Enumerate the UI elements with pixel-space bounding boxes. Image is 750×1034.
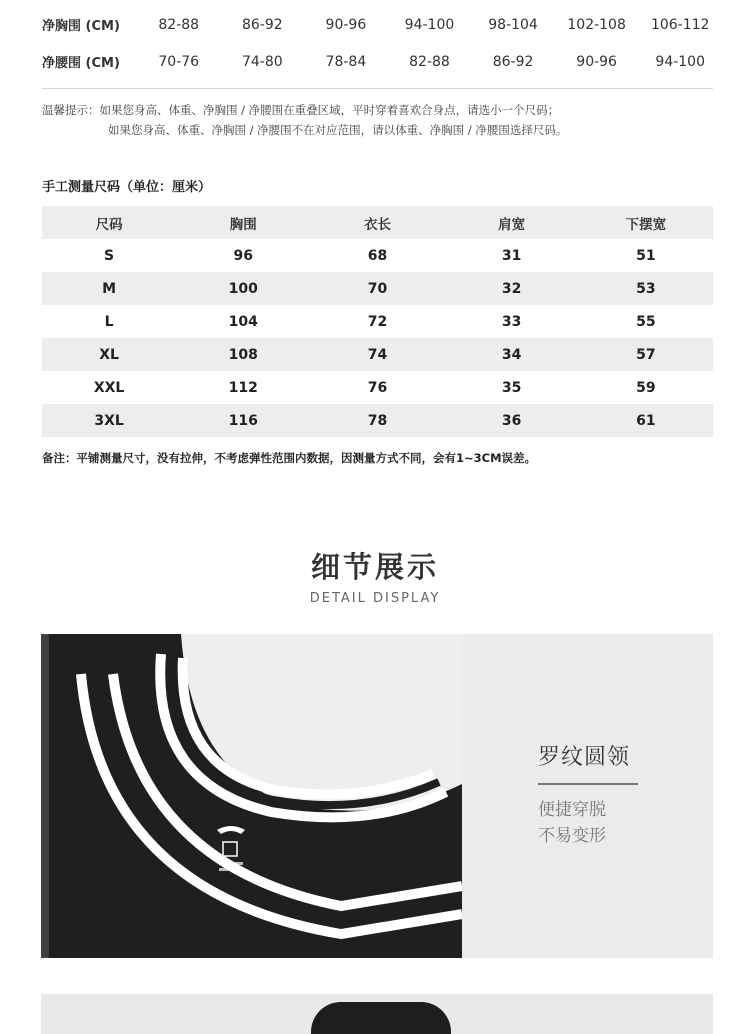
- feature-divider: [538, 783, 638, 785]
- waist-value: 86-92: [492, 53, 534, 70]
- cell-chest: 104: [228, 313, 258, 330]
- size-tips: [42, 100, 567, 140]
- waist-row: [42, 43, 722, 80]
- waist-value: 90-96: [576, 53, 617, 70]
- collar-photo: [41, 634, 462, 958]
- feature-title: 罗纹圆领: [538, 745, 631, 770]
- header-hem: 下摆宽: [625, 216, 667, 233]
- cell-size: M: [102, 280, 117, 297]
- cell-shoulder: 35: [501, 379, 522, 396]
- header-length: 衣长: [363, 216, 391, 233]
- table-row: [42, 305, 713, 338]
- divider: [42, 88, 713, 89]
- cell-size: XXL: [93, 379, 125, 396]
- cell-length: 78: [367, 412, 388, 429]
- tip-line-1: 温馨提示：如果您身高、体重、净胸围 / 净腰围在重叠区域，平时穿着喜欢合身点，请选小一个尺码；: [42, 103, 560, 117]
- waist-value: 74-80: [241, 53, 283, 70]
- chest-value: 106-112: [650, 16, 710, 33]
- chest-row: [42, 6, 722, 43]
- chest-value: 98-104: [488, 16, 538, 33]
- cell-size: XL: [99, 346, 119, 363]
- waist-label: 净腰围 (CM): [42, 56, 120, 71]
- measure-title: 手工测量尺码（单位：厘米）: [42, 180, 212, 195]
- waist-value: 70-76: [158, 53, 200, 70]
- cell-length: 76: [367, 379, 388, 396]
- detail-title: 细节展示: [310, 550, 439, 584]
- cell-length: 74: [367, 346, 388, 363]
- cell-shoulder: 36: [501, 412, 522, 429]
- cell-shoulder: 32: [501, 280, 522, 297]
- feature-description: [538, 797, 698, 849]
- cell-hem: 59: [636, 379, 656, 396]
- table-row: [42, 404, 713, 437]
- cell-size: S: [104, 247, 115, 264]
- cell-chest: 116: [228, 412, 258, 429]
- chest-label: 净胸围 (CM): [42, 19, 120, 34]
- chest-value: 90-96: [325, 16, 367, 33]
- cell-shoulder: 34: [501, 346, 522, 363]
- feature-desc-line: 便捷穿脱: [538, 800, 606, 820]
- cell-chest: 108: [228, 346, 258, 363]
- cell-chest: 100: [228, 280, 258, 297]
- table-row: [42, 239, 713, 272]
- header-shoulder: 肩宽: [498, 216, 526, 233]
- cell-chest: 112: [228, 379, 258, 396]
- cell-chest: 96: [233, 247, 254, 264]
- cell-length: 68: [367, 247, 388, 264]
- cell-length: 70: [367, 280, 388, 297]
- cell-hem: 61: [636, 412, 656, 429]
- detail-subtitle: DETAIL DISPLAY: [309, 591, 441, 606]
- table-header-row: [42, 206, 713, 239]
- header-size: 尺码: [95, 216, 123, 233]
- chest-value: 94-100: [404, 16, 455, 33]
- waist-value: 82-88: [409, 53, 450, 70]
- feature-desc-line: 不易变形: [538, 826, 606, 846]
- detail-feature-panel: [41, 634, 713, 958]
- jersey-collar-illustration: [41, 634, 462, 958]
- table-row: [42, 272, 713, 305]
- waist-value: 78-84: [325, 53, 367, 70]
- chest-value: 102-108: [567, 16, 626, 33]
- tip-line-2: 如果您身高、体重、净胸围 / 净腰围不在对应范围，请以体重、净胸围 / 净腰围选择尺码。: [108, 123, 568, 137]
- waist-value: 94-100: [655, 53, 705, 70]
- feature-caption: [538, 740, 698, 849]
- cell-hem: 53: [636, 280, 656, 297]
- next-jersey-photo: [311, 1002, 451, 1034]
- cell-shoulder: 33: [501, 313, 522, 330]
- next-detail-panel: [41, 994, 713, 1034]
- header-chest: 胸围: [229, 216, 257, 233]
- cell-hem: 51: [636, 247, 656, 264]
- measure-table: [42, 206, 713, 437]
- cell-shoulder: 31: [501, 247, 522, 264]
- cell-length: 72: [367, 313, 388, 330]
- table-row: [42, 338, 713, 371]
- cell-size: 3XL: [94, 412, 124, 429]
- cell-hem: 55: [636, 313, 656, 330]
- chest-value: 82-88: [158, 16, 200, 33]
- chest-value: 86-92: [241, 16, 283, 33]
- cell-size: L: [104, 313, 114, 330]
- size-chart: [42, 6, 722, 80]
- cell-hem: 57: [636, 346, 656, 363]
- measure-note: 备注：平铺测量尺寸，没有拉伸，不考虑弹性范围内数据，因测量方式不同，会有1~3CM误差。: [42, 451, 537, 465]
- table-row: [42, 371, 713, 404]
